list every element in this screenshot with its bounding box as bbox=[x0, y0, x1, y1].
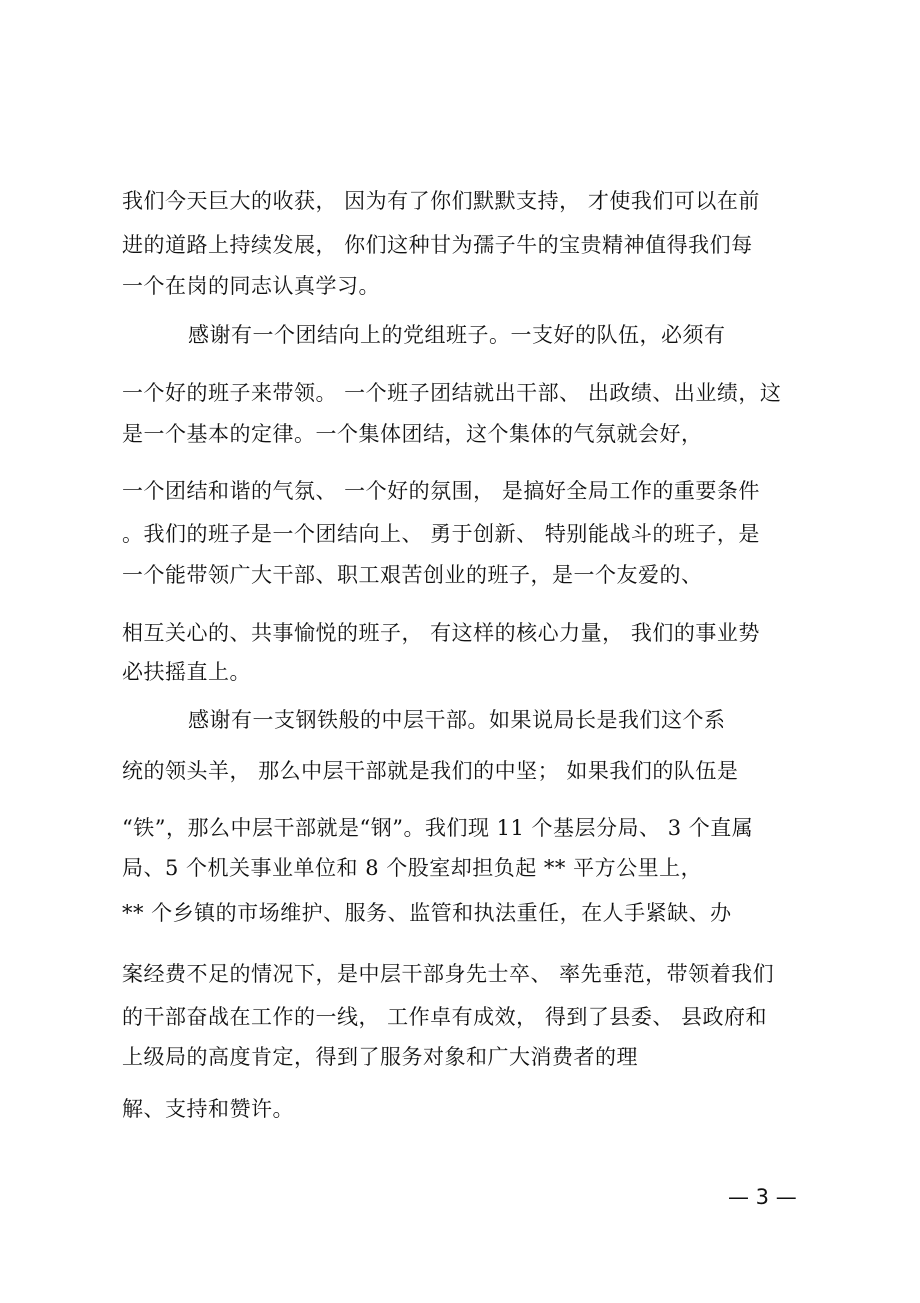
paragraph-start-line: 感谢有一个团结向上的党组班子。一支好的队伍，必须有 bbox=[188, 323, 726, 347]
text-line: 局、5 个机关事业单位和 8 个股室却担负起 ** 平方公里上， bbox=[122, 856, 703, 880]
text-line: 上级局的高度肯定，得到了服务对象和广大消费者的理 bbox=[122, 1045, 638, 1069]
text-line: 一个能带领广大干部、职工艰苦创业的班子，是一个友爱的、 bbox=[122, 563, 703, 587]
text-line: 我们今天巨大的收获， 因为有了你们默默支持， 才使我们可以在前 bbox=[122, 189, 760, 213]
text-line: 进的道路上持续发展， 你们这种甘为孺子牛的宝贵精神值得我们每 bbox=[122, 233, 753, 257]
text-line: 一个在岗的同志认真学习。 bbox=[122, 274, 380, 298]
text-line: ** 个乡镇的市场维护、服务、监管和执法重任，在人手紧缺、办 bbox=[122, 901, 732, 925]
text-line: 必扶摇直上。 bbox=[122, 660, 251, 684]
text-line: 案经费不足的情况下，是中层干部身先士卒、 率先垂范，带领着我们 bbox=[122, 962, 775, 986]
text-line: 。我们的班子是一个团结向上、 勇于创新、 特别能战斗的班子，是 bbox=[122, 522, 760, 546]
text-line: 一个团结和谐的气氛、 一个好的氛围， 是搞好全局工作的重要条件 bbox=[122, 479, 760, 503]
text-line: 统的领头羊， 那么中层干部就是我们的中坚； 如果我们的队伍是 bbox=[122, 759, 739, 783]
text-line: 是一个基本的定律。一个集体团结，这个集体的气氛就会好， bbox=[122, 422, 703, 446]
text-line: 的干部奋战在工作的一线， 工作卓有成效， 得到了县委、 县政府和 bbox=[122, 1005, 768, 1029]
text-line: “铁”，那么中层干部就是“钢”。我们现 11 个基层分局、 3 个直属 bbox=[122, 816, 754, 840]
paragraph-start-line: 感谢有一支钢铁般的中层干部。如果说局长是我们这个系 bbox=[188, 708, 726, 732]
text-line: 相互关心的、共事愉悦的班子， 有这样的核心力量， 我们的事业势 bbox=[122, 621, 760, 645]
text-line: 解、支持和赞许。 bbox=[122, 1097, 294, 1121]
text-line: 一个好的班子来带领。 一个班子团结就出干部、 出政绩、出业绩，这 bbox=[122, 381, 782, 405]
page-number: — 3 — bbox=[728, 1185, 797, 1209]
